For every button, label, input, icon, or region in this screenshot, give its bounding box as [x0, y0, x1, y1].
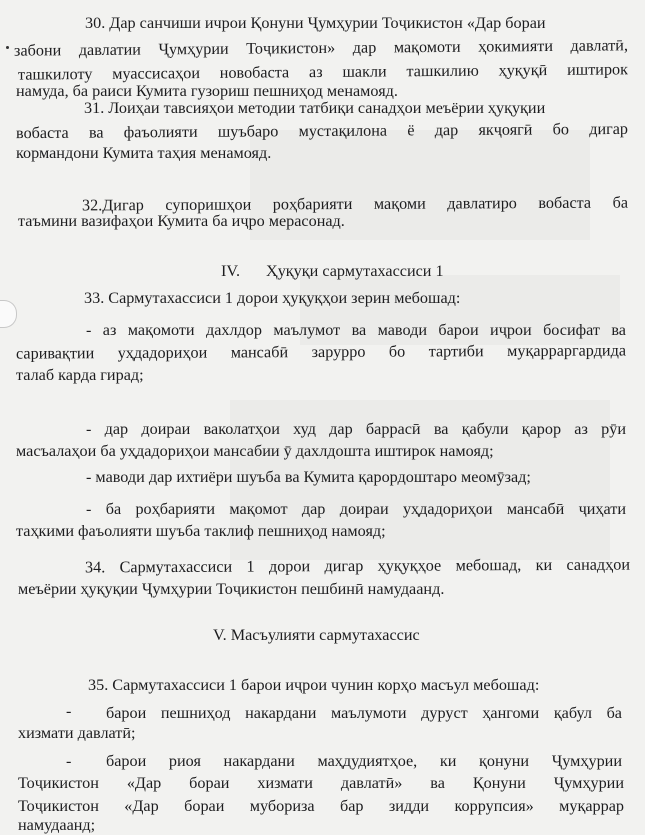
- bullet-4-line-2: таҳкими фаъолияти шуъба таклиф пешниҳод намояд;: [16, 522, 386, 540]
- paragraph-31-line-3: кормандони Кумита таҳия менамояд.: [16, 144, 272, 162]
- paragraph-30-line-3: ташкилоту муассисаҳои новобаста аз шакли ташкилию ҳуқуқӣ иштирок: [17, 60, 629, 84]
- dash-2-line-1: барои риоя накардани маҳдудиятҳое, ки қонуни Ҷумҳурии: [106, 752, 622, 770]
- section-4-number: IV.: [221, 262, 241, 280]
- paragraph-30-line-1: 30. Дар санчиши ичрои Қонуни Ҷумҳурии Тоҷикистон «Дар бораи: [85, 14, 546, 32]
- bullet-1-line-3: талаб карда гирад;: [16, 366, 144, 384]
- bullet-4-line-1: - ба роҳбарияти мақомот дар доираи уҳдадориҳои мансабӣ ҷиҳати: [86, 500, 626, 518]
- paragraph-35: 35. Сармутахассиси 1 барои иҷрои чунин корҳо масъул мебошад:: [88, 676, 540, 694]
- paragraph-33: 33. Сармутахассиси 1 дорои ҳуқуқҳои зерин мебошад:: [84, 289, 461, 307]
- dash-2-line-2: Тоҷикистон «Дар бораи хизмати давлатӣ» ва Қонуни Ҷумҳурии: [18, 774, 624, 792]
- paragraph-34-line-2: меъёрии ҳуқуқии Ҷумҳурии Тоҷикистон пешбинӣ намудаанд.: [18, 580, 445, 598]
- paragraph-30-line-4: намуда, ба раиси Кумита гузориш пешниҳод менамояд.: [16, 82, 398, 100]
- bullet-2-line-1: - дар доираи ваколатҳои худ дар баррасӣ ва қабули қарор аз рӯи: [86, 420, 626, 438]
- paragraph-31-line-1: 31. Лоиҳаи тавсияҳои методии татбиқи санадҳои меъёрии ҳуқуқии: [84, 99, 546, 117]
- dash-2-line-3: Тоҷикистон «Дар бораи мубориза бар зидди коррупсия» муқаррар: [18, 797, 624, 815]
- section-4-heading: Ҳуқуқи сармутахассиси 1: [266, 262, 444, 280]
- punch-hole: [0, 300, 17, 328]
- section-5-heading: V. Масъулияти сармутахассис: [213, 626, 420, 644]
- dash-1-line-2: хизмати давлатӣ;: [18, 724, 136, 742]
- bullet-3-line-1: - маводи дар ихтиёри шуъба ва Кумита қарордоштаро меомӯзад;: [86, 468, 531, 486]
- ink-speck: [6, 46, 9, 49]
- dash-1-line-1: барои пешниҳод накардани маълумоти дуруст ҳангоми қабул ба: [106, 704, 622, 722]
- dash-2-marker: -: [66, 752, 72, 770]
- paragraph-31-line-2: вобаста ва фаъолияти шуъбаро мустақилона ё дар якҷоягӣ бо дигар: [15, 119, 629, 143]
- bullet-2-line-2: масъалаҳои ба уҳдадориҳои мансабии ӯ дахлдошта иштирок намояд;: [16, 442, 494, 460]
- paragraph-30-line-2: забони давлатии Ҷумҳурии Тоҷикистон» дар мақомоти ҳокимияти давлатӣ,: [13, 36, 629, 60]
- dash-2-line-4: намудаанд;: [18, 816, 96, 834]
- paragraph-32-line-1: 32.Дигар супоришҳои роҳбарияти мақоми давлатиро вобаста ба: [81, 193, 629, 215]
- paragraph-32-line-2: таъмини вазифаҳои Кумита ба иҷро мерасонад.: [18, 212, 345, 230]
- bullet-1-line-1: - аз мақомоти дахлдор маълумот ва маводи барои иҷрои босифат ва: [86, 321, 626, 339]
- bullet-1-line-2: саривақтии уҳдадориҳои мансабӣ зарурро бо тартиби муқарраргардида: [15, 341, 627, 363]
- paragraph-34-line-1: 34. Сармутахассиси 1 дорои дигар ҳуқуқҳое мебошад, ки санадҳои: [84, 555, 631, 577]
- dash-1-marker: -: [66, 702, 72, 720]
